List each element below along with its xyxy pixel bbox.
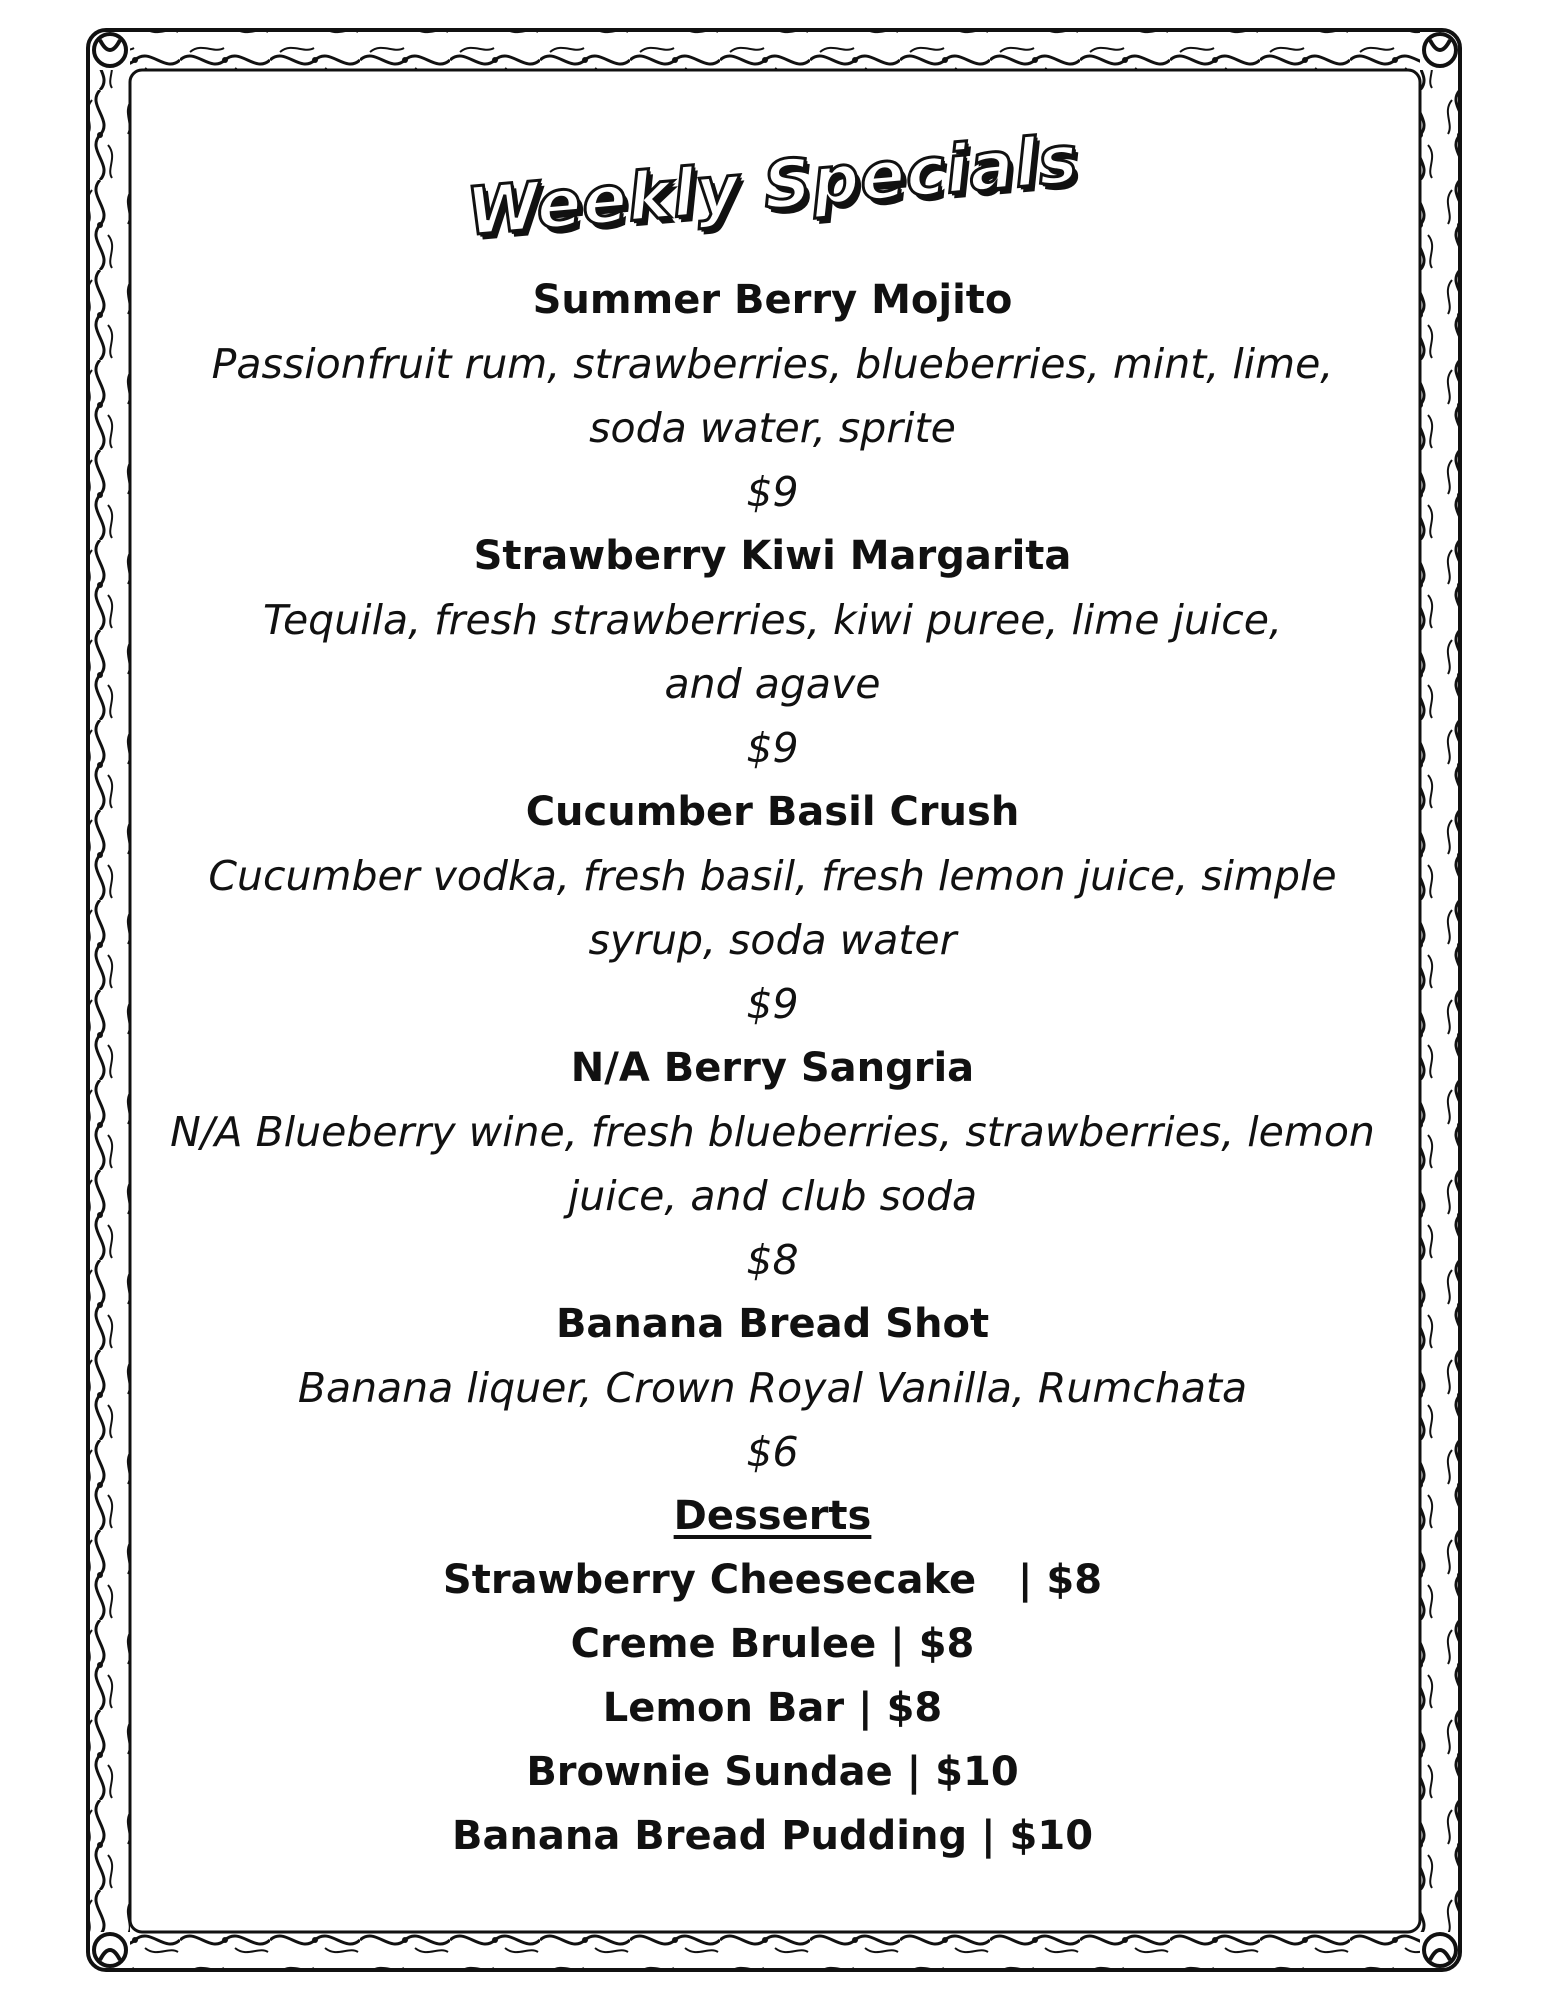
dessert-item: Lemon Bar | $8 xyxy=(602,1685,943,1731)
title-banner xyxy=(150,110,1395,260)
drink-description: Tequila, fresh strawberries, kiwi puree, lime juice, xyxy=(262,596,1283,644)
drink-name: Strawberry Kiwi Margarita xyxy=(473,533,1072,579)
dessert-item: Creme Brulee | $8 xyxy=(570,1621,975,1667)
page-title: Weekly Specials xyxy=(463,119,1082,251)
desserts-section xyxy=(150,1484,1395,1868)
drink-description: Banana liquer, Crown Royal Vanilla, Rumchata xyxy=(297,1364,1248,1412)
drink-price: $9 xyxy=(746,724,799,772)
drink-price: $6 xyxy=(746,1428,799,1476)
drink-name: Banana Bread Shot xyxy=(555,1301,990,1347)
drink-price: $8 xyxy=(746,1236,799,1284)
drink-item xyxy=(150,524,1395,780)
drink-item xyxy=(150,1292,1395,1484)
drink-item xyxy=(150,268,1395,524)
drink-name: Summer Berry Mojito xyxy=(532,277,1013,323)
drink-description: and agave xyxy=(664,660,881,708)
drink-price: $9 xyxy=(746,980,799,1028)
menu-content xyxy=(150,110,1395,1868)
drink-description: Passionfruit rum, strawberries, blueberries, mint, lime, xyxy=(211,340,1334,388)
dessert-item: Banana Bread Pudding | $10 xyxy=(451,1813,1094,1859)
dessert-item: Brownie Sundae | $10 xyxy=(526,1749,1019,1795)
drink-item xyxy=(150,1036,1395,1292)
drink-price: $9 xyxy=(746,468,799,516)
desserts-heading: Desserts xyxy=(673,1493,872,1539)
drink-name: N/A Berry Sangria xyxy=(570,1045,975,1091)
drink-description: N/A Blueberry wine, fresh blueberries, strawberries, lemon xyxy=(170,1108,1375,1156)
drink-name: Cucumber Basil Crush xyxy=(525,789,1020,835)
drink-description: Cucumber vodka, fresh basil, fresh lemon juice, simple xyxy=(208,852,1337,900)
dessert-item: Strawberry Cheesecake | $8 xyxy=(442,1557,1103,1603)
drink-description: syrup, soda water xyxy=(588,916,957,964)
drink-description: juice, and club soda xyxy=(567,1172,978,1220)
drink-item xyxy=(150,780,1395,1036)
drink-description: soda water, sprite xyxy=(589,404,956,452)
